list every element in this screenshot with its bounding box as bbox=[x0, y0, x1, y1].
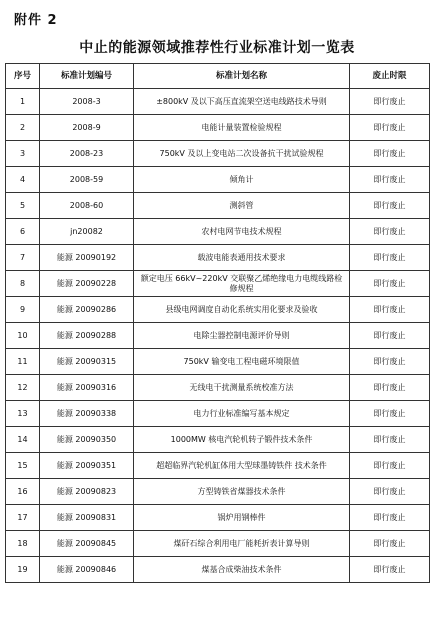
cell-name: 1000MW 核电汽轮机转子锻件技术条件 bbox=[134, 427, 350, 453]
cell-name: 锅炉用钢棒件 bbox=[134, 505, 350, 531]
document-title: 中止的能源领域推荐性行业标准计划一览表 bbox=[79, 40, 355, 56]
cell-seq: 17 bbox=[6, 505, 40, 531]
table-row bbox=[6, 297, 430, 323]
table-row bbox=[6, 245, 430, 271]
cell-name: 煤基合成柴油技术条件 bbox=[134, 557, 350, 583]
table-row bbox=[6, 323, 430, 349]
cell-deadline: 即行废止 bbox=[350, 219, 430, 245]
table-row bbox=[6, 219, 430, 245]
cell-name: 煤矸石综合利用电厂能耗折表计算导则 bbox=[134, 531, 350, 557]
column-header-seq: 序号 bbox=[6, 64, 40, 89]
cell-name: 农村电网节电技术规程 bbox=[134, 219, 350, 245]
cell-deadline: 即行废止 bbox=[350, 115, 430, 141]
cell-seq: 12 bbox=[6, 375, 40, 401]
table-row bbox=[6, 193, 430, 219]
cell-name: 县级电网调度自动化系统实用化要求及验收 bbox=[134, 297, 350, 323]
cell-name: 倾角计 bbox=[134, 167, 350, 193]
cell-deadline: 即行废止 bbox=[350, 167, 430, 193]
cell-seq: 7 bbox=[6, 245, 40, 271]
cell-deadline: 即行废止 bbox=[350, 557, 430, 583]
cell-seq: 16 bbox=[6, 479, 40, 505]
cell-deadline: 即行废止 bbox=[350, 427, 430, 453]
cell-name: ±800kV 及以下高压直流架空送电线路技术导则 bbox=[134, 89, 350, 115]
attachment-label: 附件 2 bbox=[14, 13, 58, 28]
cell-deadline: 即行废止 bbox=[350, 531, 430, 557]
cell-code: 能源 20090831 bbox=[40, 505, 134, 531]
cell-seq: 1 bbox=[6, 89, 40, 115]
cell-deadline: 即行废止 bbox=[350, 375, 430, 401]
cell-code: 2008-3 bbox=[40, 89, 134, 115]
cell-code: jn20082 bbox=[40, 219, 134, 245]
table-row bbox=[6, 89, 430, 115]
cell-name: 载波电能表通用技术要求 bbox=[134, 245, 350, 271]
cell-code: 能源 20090338 bbox=[40, 401, 134, 427]
cell-deadline: 即行废止 bbox=[350, 349, 430, 375]
table-row bbox=[6, 401, 430, 427]
cell-code: 2008-59 bbox=[40, 167, 134, 193]
cell-code: 2008-9 bbox=[40, 115, 134, 141]
cell-code: 能源 20090351 bbox=[40, 453, 134, 479]
cell-deadline: 即行废止 bbox=[350, 479, 430, 505]
cell-name: 电能计量装置检验规程 bbox=[134, 115, 350, 141]
cell-deadline: 即行废止 bbox=[350, 245, 430, 271]
cell-code: 能源 20090288 bbox=[40, 323, 134, 349]
cell-seq: 14 bbox=[6, 427, 40, 453]
cell-name: 电力行业标准编写基本规定 bbox=[134, 401, 350, 427]
table-row bbox=[6, 531, 430, 557]
cell-name: 超超临界汽轮机缸体用大型球墨铸铁件 技术条件 bbox=[134, 453, 350, 479]
cell-code: 能源 20090845 bbox=[40, 531, 134, 557]
cell-deadline: 即行废止 bbox=[350, 505, 430, 531]
table-body bbox=[6, 89, 430, 583]
table-row bbox=[6, 349, 430, 375]
cell-code: 2008-60 bbox=[40, 193, 134, 219]
cell-deadline: 即行废止 bbox=[350, 141, 430, 167]
table-header-row bbox=[6, 64, 430, 89]
cell-code: 能源 20090823 bbox=[40, 479, 134, 505]
table-row bbox=[6, 427, 430, 453]
table-row bbox=[6, 375, 430, 401]
cell-seq: 3 bbox=[6, 141, 40, 167]
cell-name: 750kV 输变电工程电磁环境限值 bbox=[134, 349, 350, 375]
cell-seq: 9 bbox=[6, 297, 40, 323]
table-row bbox=[6, 141, 430, 167]
cell-deadline: 即行废止 bbox=[350, 323, 430, 349]
column-header-code: 标准计划编号 bbox=[40, 64, 134, 89]
cell-name: 750kV 及以上变电站二次设备抗干扰试验规程 bbox=[134, 141, 350, 167]
cell-seq: 2 bbox=[6, 115, 40, 141]
cell-deadline: 即行废止 bbox=[350, 453, 430, 479]
cell-code: 2008-23 bbox=[40, 141, 134, 167]
table-row bbox=[6, 271, 430, 297]
table-row bbox=[6, 115, 430, 141]
standards-table bbox=[5, 63, 430, 583]
cell-deadline: 即行废止 bbox=[350, 297, 430, 323]
cell-code: 能源 20090846 bbox=[40, 557, 134, 583]
cell-deadline: 即行废止 bbox=[350, 401, 430, 427]
cell-name: 方型铸铁省煤器技术条件 bbox=[134, 479, 350, 505]
cell-name: 测斜管 bbox=[134, 193, 350, 219]
table-row bbox=[6, 479, 430, 505]
cell-seq: 4 bbox=[6, 167, 40, 193]
table-row bbox=[6, 453, 430, 479]
cell-name: 电除尘器控制电源评价导则 bbox=[134, 323, 350, 349]
cell-name: 额定电压 66kV~220kV 交联聚乙烯绝缘电力电缆线路检修规程 bbox=[134, 271, 350, 297]
cell-seq: 15 bbox=[6, 453, 40, 479]
cell-deadline: 即行废止 bbox=[350, 193, 430, 219]
cell-deadline: 即行废止 bbox=[350, 271, 430, 297]
cell-seq: 18 bbox=[6, 531, 40, 557]
cell-code: 能源 20090316 bbox=[40, 375, 134, 401]
column-header-name: 标准计划名称 bbox=[134, 64, 350, 89]
cell-seq: 6 bbox=[6, 219, 40, 245]
table-row bbox=[6, 167, 430, 193]
cell-seq: 11 bbox=[6, 349, 40, 375]
cell-code: 能源 20090350 bbox=[40, 427, 134, 453]
table-row bbox=[6, 505, 430, 531]
cell-seq: 8 bbox=[6, 271, 40, 297]
cell-code: 能源 20090286 bbox=[40, 297, 134, 323]
cell-code: 能源 20090315 bbox=[40, 349, 134, 375]
cell-seq: 19 bbox=[6, 557, 40, 583]
cell-deadline: 即行废止 bbox=[350, 89, 430, 115]
cell-seq: 13 bbox=[6, 401, 40, 427]
cell-code: 能源 20090192 bbox=[40, 245, 134, 271]
cell-seq: 10 bbox=[6, 323, 40, 349]
cell-name: 无线电干扰测量系统校准方法 bbox=[134, 375, 350, 401]
cell-code: 能源 20090228 bbox=[40, 271, 134, 297]
column-header-deadline: 废止时限 bbox=[350, 64, 430, 89]
cell-seq: 5 bbox=[6, 193, 40, 219]
table-row bbox=[6, 557, 430, 583]
